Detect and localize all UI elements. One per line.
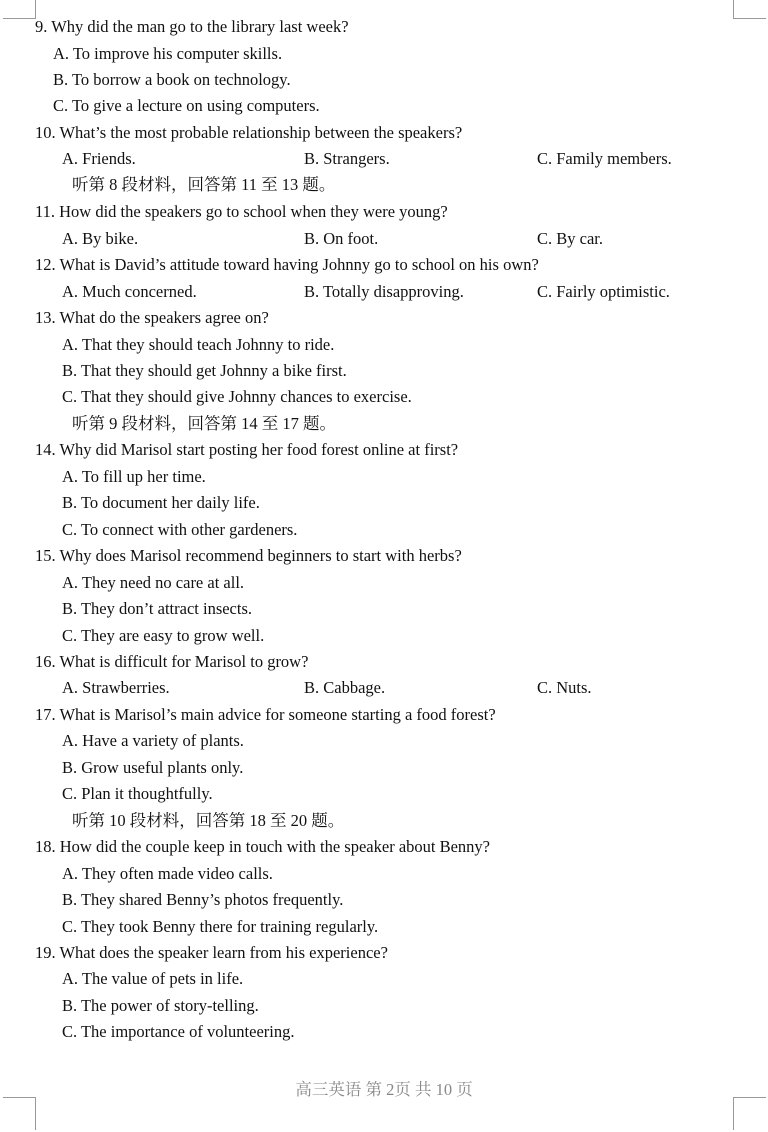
question-13-option-a: A. That they should teach Johnny to ride. [62,335,335,354]
question-13-stem: 13. What do the speakers agree on? [35,308,269,327]
question-11-option-c: C. By car. [537,229,603,248]
question-19-option-b: B. The power of story-telling. [62,996,259,1015]
question-12-option-b: B. Totally disapproving. [304,282,464,301]
question-11-option-a: A. By bike. [62,229,139,248]
question-11-stem: 11. How did the speakers go to school when they were young? [35,202,448,221]
question-17-option-b: B. Grow useful plants only. [62,758,244,777]
crop-mark-top-right [733,0,766,19]
question-12-stem: 12. What is David’s attitude toward having Johnny go to school on his own? [35,255,539,274]
crop-mark-bottom-right [733,1097,766,1130]
question-15-option-c: C. They are easy to grow well. [62,626,265,645]
question-15-option-b: B. They don’t attract insects. [62,599,253,618]
question-9-option-c: C. To give a lecture on using computers. [53,96,320,115]
question-10-option-a: A. Friends. [62,149,136,168]
question-16-option-a: A. Strawberries. [62,678,170,697]
question-14-stem: 14. Why did Marisol start posting her food forest online at first? [35,440,459,459]
question-18-stem: 18. How did the couple keep in touch with the speaker about Benny? [35,837,491,856]
question-10-option-b: B. Strangers. [304,149,390,168]
section-instruction-9: 听第 9 段材料，回答第 14 至 17 题。 [72,414,336,433]
question-14-option-b: B. To document her daily life. [62,493,260,512]
question-9-stem: 9. Why did the man go to the library last week? [35,17,349,36]
question-18-option-b: B. They shared Benny’s photos frequently. [62,890,344,909]
question-14-option-c: C. To connect with other gardeners. [62,520,298,539]
question-17-stem: 17. What is Marisol’s main advice for someone starting a food forest? [35,705,496,724]
question-19-stem: 19. What does the speaker learn from his experience? [35,943,388,962]
question-17-option-c: C. Plan it thoughtfully. [62,784,213,803]
crop-mark-bottom-left [3,1097,36,1130]
question-10-stem: 10. What’s the most probable relationship between the speakers? [35,123,463,142]
section-instruction-8: 听第 8 段材料，回答第 11 至 13 题。 [72,175,336,194]
question-11-option-b: B. On foot. [304,229,379,248]
question-13-option-c: C. That they should give Johnny chances to exercise. [62,387,412,406]
question-12-option-c: C. Fairly optimistic. [537,282,670,301]
question-14-option-a: A. To fill up her time. [62,467,206,486]
question-18-option-c: C. They took Benny there for training regularly. [62,917,379,936]
question-9-option-a: A. To improve his computer skills. [53,44,283,63]
question-16-option-c: C. Nuts. [537,678,592,697]
question-9-option-b: B. To borrow a book on technology. [53,70,291,89]
crop-mark-top-left [3,0,36,19]
question-10-option-c: C. Family members. [537,149,672,168]
question-15-stem: 15. Why does Marisol recommend beginners to start with herbs? [35,546,462,565]
question-19-option-c: C. The importance of volunteering. [62,1022,295,1041]
question-12-option-a: A. Much concerned. [62,282,197,301]
page-footer: 高三英语 第 2页 共 10 页 [295,1080,473,1099]
question-19-option-a: A. The value of pets in life. [62,969,244,988]
question-15-option-a: A. They need no care at all. [62,573,245,592]
question-16-stem: 16. What is difficult for Marisol to grow? [35,652,309,671]
question-17-option-a: A. Have a variety of plants. [62,731,244,750]
question-13-option-b: B. That they should get Johnny a bike first. [62,361,347,380]
question-16-option-b: B. Cabbage. [304,678,386,697]
section-instruction-10: 听第 10 段材料，回答第 18 至 20 题。 [72,811,345,830]
question-18-option-a: A. They often made video calls. [62,864,273,883]
